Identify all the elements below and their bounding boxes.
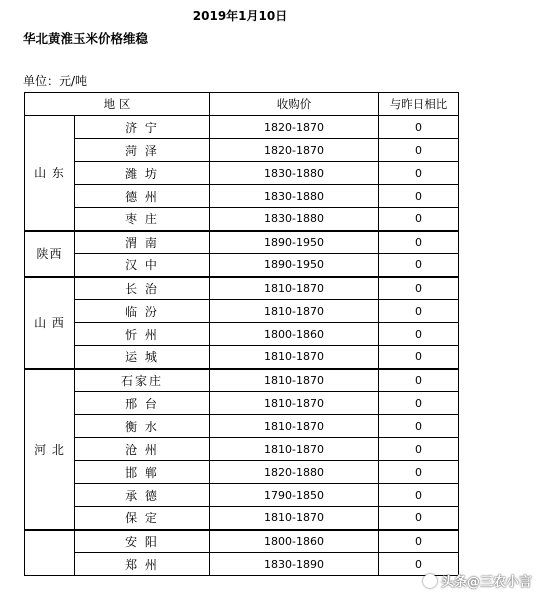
- price-cell: 1830-1880: [210, 208, 379, 231]
- table-row: [25, 231, 459, 254]
- change-cell: 0: [379, 369, 459, 392]
- table-row: [25, 415, 459, 438]
- report-title: 华北黄淮玉米价格维稳: [23, 31, 149, 46]
- header-change: 与昨日相比: [379, 93, 459, 116]
- change-cell: 0: [379, 300, 459, 323]
- city-cell: 临 汾: [75, 300, 210, 323]
- city-cell: 保 定: [75, 507, 210, 530]
- price-cell: 1810-1870: [210, 438, 379, 461]
- price-cell: 1890-1950: [210, 231, 379, 254]
- table-row: [25, 392, 459, 415]
- city-cell: 忻 州: [75, 323, 210, 346]
- city-cell: 运 城: [75, 346, 210, 369]
- city-cell: 邯 郸: [75, 461, 210, 484]
- change-cell: 0: [379, 323, 459, 346]
- change-cell: 0: [379, 208, 459, 231]
- table-row: [25, 484, 459, 507]
- table-row: [25, 139, 459, 162]
- price-cell: 1810-1870: [210, 507, 379, 530]
- city-cell: 长 治: [75, 277, 210, 300]
- table-row: [25, 300, 459, 323]
- change-cell: 0: [379, 162, 459, 185]
- table-row: [25, 277, 459, 300]
- city-cell: 安 阳: [75, 530, 210, 553]
- change-cell: 0: [379, 231, 459, 254]
- price-cell: 1890-1950: [210, 254, 379, 277]
- table-row: [25, 438, 459, 461]
- change-cell: 0: [379, 553, 459, 576]
- table-row: [25, 162, 459, 185]
- table-row: [25, 507, 459, 530]
- table-row: [25, 461, 459, 484]
- change-cell: 0: [379, 254, 459, 277]
- table-row: [25, 254, 459, 277]
- price-cell: 1820-1880: [210, 461, 379, 484]
- province-cell: 山 东: [25, 116, 75, 231]
- city-cell: 承 德: [75, 484, 210, 507]
- table-row: [25, 185, 459, 208]
- city-cell: 渭 南: [75, 231, 210, 254]
- change-cell: 0: [379, 392, 459, 415]
- table-row: [25, 323, 459, 346]
- table-row: [25, 346, 459, 369]
- change-cell: 0: [379, 277, 459, 300]
- province-cell: 河 北: [25, 369, 75, 530]
- price-cell: 1810-1870: [210, 277, 379, 300]
- change-cell: 0: [379, 415, 459, 438]
- change-cell: 0: [379, 507, 459, 530]
- change-cell: 0: [379, 139, 459, 162]
- price-cell: 1810-1870: [210, 300, 379, 323]
- price-cell: 1820-1870: [210, 116, 379, 139]
- table-row: [25, 369, 459, 392]
- price-cell: 1810-1870: [210, 346, 379, 369]
- report-date: 2019年1月10日: [192, 9, 288, 23]
- watermark-text: 头条@三农小言: [440, 575, 532, 590]
- table-row: [25, 530, 459, 553]
- change-cell: 0: [379, 484, 459, 507]
- city-cell: 郑 州: [75, 553, 210, 576]
- price-cell: 1810-1870: [210, 415, 379, 438]
- table-header-row: [25, 93, 459, 116]
- table-row: [25, 116, 459, 139]
- toutiao-logo-icon: [423, 574, 437, 588]
- price-cell: 1830-1880: [210, 185, 379, 208]
- province-cell: [25, 530, 75, 576]
- price-cell: 1800-1860: [210, 323, 379, 346]
- unit-label: 单位：元/吨: [23, 74, 88, 88]
- city-cell: 潍 坊: [75, 162, 210, 185]
- city-cell: 汉 中: [75, 254, 210, 277]
- table-row: [25, 553, 459, 576]
- header-region: 地 区: [25, 93, 210, 116]
- city-cell: 菏 泽: [75, 139, 210, 162]
- city-cell: 枣 庄: [75, 208, 210, 231]
- city-cell: 济 宁: [75, 116, 210, 139]
- province-cell: 陕西: [25, 231, 75, 277]
- city-cell: 衡 水: [75, 415, 210, 438]
- city-cell: 石家庄: [75, 369, 210, 392]
- price-cell: 1790-1850: [210, 484, 379, 507]
- price-cell: 1810-1870: [210, 369, 379, 392]
- city-cell: 德 州: [75, 185, 210, 208]
- city-cell: 邢 台: [75, 392, 210, 415]
- price-cell: 1830-1880: [210, 162, 379, 185]
- change-cell: 0: [379, 461, 459, 484]
- price-table: [24, 92, 459, 576]
- price-cell: 1830-1890: [210, 553, 379, 576]
- change-cell: 0: [379, 438, 459, 461]
- price-cell: 1800-1860: [210, 530, 379, 553]
- city-cell: 沧 州: [75, 438, 210, 461]
- watermark: [423, 571, 532, 590]
- price-cell: 1810-1870: [210, 392, 379, 415]
- change-cell: 0: [379, 116, 459, 139]
- change-cell: 0: [379, 185, 459, 208]
- price-cell: 1820-1870: [210, 139, 379, 162]
- header-price: 收购价: [210, 93, 379, 116]
- table-body: [25, 116, 459, 576]
- province-cell: 山 西: [25, 277, 75, 369]
- change-cell: 0: [379, 346, 459, 369]
- table-row: [25, 208, 459, 231]
- change-cell: 0: [379, 530, 459, 553]
